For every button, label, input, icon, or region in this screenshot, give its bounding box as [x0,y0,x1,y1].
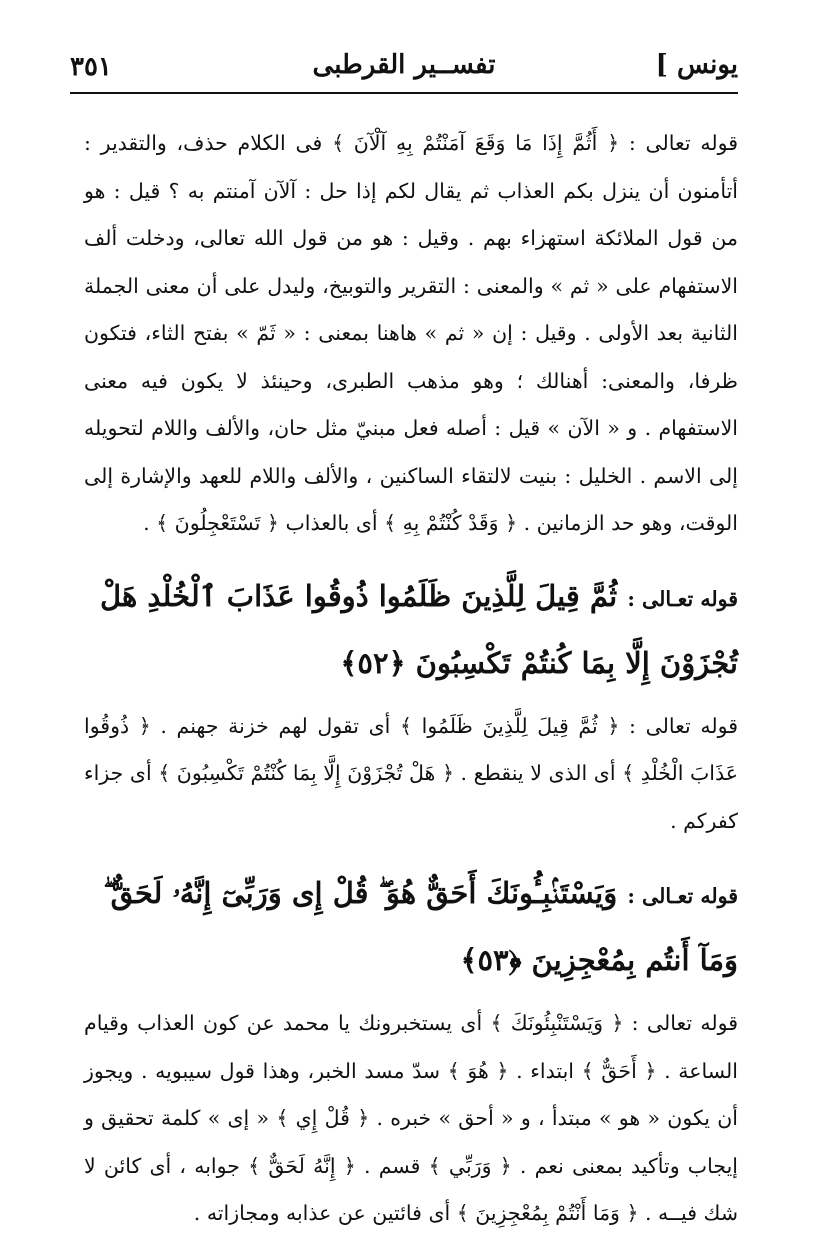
verse-intro: قوله تعـالى : [627,884,738,908]
page-header [70,44,738,94]
page-body [84,120,738,1238]
verse-text: ثُمَّ قِيلَ لِلَّذِينَ ظَلَمُوا ذُوقُوا عَذَابَ ٱلْخُلْدِ هَلْ تُجْزَوْنَ إِلَّا بِمَا كُنتُمْ تَكْسِبُونَ ﴿٥٢﴾ [99,578,738,680]
verse-intro: قوله تعـالى : [627,586,738,611]
commentary-paragraph: قوله تعالى : ﴿ وَيَسْتَنْبِئُونَكَ ﴾ أى يستخبرونك يا محمد عن كون العذاب وقيام الساعة . ﴿ أَحَقٌّ ﴾ ابتداء . ﴿ هُوَ ﴾ سدّ مسد الخبر، وهذا قول سيبويه . ويجوز أن يكون « هو » مبتدأ ، و « أحق » خبره . ﴿ قُلْ إِي ﴾ « إى » كلمة تحقيق و إيجاب وتأكيد بمعنى نعم . ﴿ وَرَبِّي ﴾ قسم . ﴿ إِنَّهُ لَحَقٌّ ﴾ جوابه ، أى كائن لا شك فيــه . ﴿ وَمَا أَنْتُمْ بِمُعْجِزِينَ ﴾ أى فائتين عن عذابه ومجازاته . [84,1011,738,1225]
surah-name: يونس ] [655,50,738,80]
quran-verse-53 [84,861,738,992]
commentary-paragraph: قوله تعالى : ﴿ ثُمَّ قِيلَ لِلَّذِينَ ظَلَمُوا ﴾ أى تقول لهم خزنة جهنم . ﴿ ذُوقُوا عَذَابَ الْخُلْدِ ﴾ أى الذى لا ينقطع . ﴿ هَلْ تُجْزَوْنَ إِلَّا بِمَا كُنْتُمْ تَكْسِبُونَ ﴾ أى جزاء كفركم . [84,713,738,833]
commentary-paragraph: قوله تعالى : ﴿ أَثُمَّ إِذَا مَا وَقَعَ آمَنْتُمْ بِهِ آلْآنَ ﴾ فى الكلام حذف، والتقدير : أتأمنون أن ينزل بكم العذاب ثم يقال لكم إذا حل : آلآن آمنتم به ؟ قيل : هو من قول الملائكة استهزاء بهم . وقيل : هو من قول الله تعالى، ودخلت ألف الاستفهام على « ثم » والمعنى : التقرير والتوبيخ، وليدل على أن معنى الجملة الثانية بعد الأولى . وقيل : إن « ثم » هاهنا بمعنى : « ثَمّ » بفتح الثاء، فتكون ظرفا، والمعنى: أهنالك ؛ وهو مذهب الطبرى، وحينئذ لا يكون فيه معنى الاستفهام . و « الآن » قيل : أصله فعل مبنيّ مثل حان، والألف واللام لتحويله إلى الاسم . الخليل : بنيت لالتقاء الساكنين ، والألف واللام للعهد والإشارة إلى الوقت، وهو حد الزمانين . ﴿ وَقَدْ كُنْتُمْ بِهِ ﴾ أى بالعذاب ﴿ تَسْتَعْجِلُونَ ﴾ . [84,131,738,535]
quran-verse-52 [84,564,738,695]
page-number: ٣٥١ [70,52,112,82]
book-title: تفســير القرطبى [312,50,496,80]
verse-text: وَيَسْتَنۢبِـُٔونَكَ أَحَقٌّ هُوَ ۖ قُلْ إِى وَرَبِّىٓ إِنَّهُۥ لَحَقٌّ ۖ وَمَآ أَنتُم بِمُعْجِزِينَ ﴿٥٣﴾ [103,876,738,977]
